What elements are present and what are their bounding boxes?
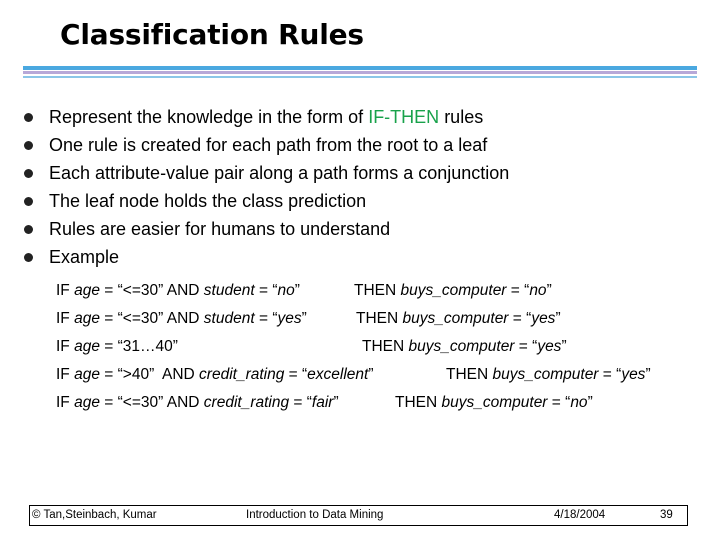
rule-line bbox=[56, 364, 651, 386]
rule-value: excellent bbox=[307, 366, 369, 383]
bullet-dot-icon bbox=[24, 197, 33, 206]
rule-then bbox=[395, 392, 593, 414]
title-underline-bar bbox=[23, 71, 697, 74]
slide-title: Classification Rules bbox=[60, 18, 364, 51]
rule-attr: buys_computer bbox=[492, 366, 599, 383]
title-underline-bar bbox=[23, 76, 697, 78]
bullet-list bbox=[22, 105, 509, 273]
bullet-item bbox=[22, 217, 509, 245]
rule-text: = “>40” AND bbox=[99, 366, 200, 383]
rule-then bbox=[362, 336, 567, 358]
rule-text: = “ bbox=[284, 366, 308, 383]
rule-text: THEN bbox=[356, 310, 403, 327]
rule-text: THEN bbox=[395, 394, 442, 411]
bullet-text: Rules are easier for humans to understand bbox=[49, 219, 391, 239]
rule-text: = “ bbox=[598, 366, 622, 383]
rule-text: ” bbox=[587, 394, 593, 411]
rule-value: yes bbox=[537, 338, 562, 355]
footer-page-number: 39 bbox=[660, 509, 673, 521]
rule-text: IF bbox=[56, 366, 75, 383]
bullet-highlight: IF-THEN bbox=[368, 107, 440, 127]
rule-attr: age bbox=[74, 338, 100, 355]
rule-text: = “ bbox=[508, 310, 532, 327]
rule-line bbox=[56, 308, 561, 330]
rule-text: IF bbox=[56, 394, 75, 411]
rule-text: ” bbox=[333, 394, 339, 411]
footer-course: Introduction to Data Mining bbox=[246, 509, 384, 521]
rule-then bbox=[354, 280, 552, 302]
rule-text: = “ bbox=[506, 282, 530, 299]
rule-value: fair bbox=[311, 394, 334, 411]
rule-then bbox=[446, 364, 651, 386]
rule-text: = “ bbox=[547, 394, 571, 411]
bullet-item bbox=[22, 245, 509, 273]
rule-value: no bbox=[277, 282, 295, 299]
rule-attr: student bbox=[203, 310, 255, 327]
bullet-dot-icon bbox=[24, 225, 33, 234]
rule-text: = “<=30” AND bbox=[99, 310, 204, 327]
rule-attr: age bbox=[74, 282, 100, 299]
rule-text: = “<=30” AND bbox=[99, 394, 204, 411]
rule-attr: buys_computer bbox=[441, 394, 548, 411]
rule-text: ” bbox=[546, 282, 552, 299]
rule-text: = “ bbox=[514, 338, 538, 355]
rule-text: IF bbox=[56, 338, 75, 355]
bullet-text: Each attribute-value pair along a path forms a conjunction bbox=[49, 163, 510, 183]
bullet-text: The leaf node holds the class prediction bbox=[49, 191, 367, 211]
rule-text: IF bbox=[56, 282, 75, 299]
rule-attr: student bbox=[203, 282, 255, 299]
bullet-item bbox=[22, 189, 509, 217]
rule-attr: credit_rating bbox=[203, 394, 290, 411]
rule-attr: buys_computer bbox=[400, 282, 507, 299]
rule-line bbox=[56, 336, 567, 358]
rule-attr: age bbox=[74, 310, 100, 327]
bullet-item bbox=[22, 105, 509, 133]
rule-attr: credit_rating bbox=[199, 366, 285, 383]
bullet-item bbox=[22, 161, 509, 189]
footer-author: © Tan,Steinbach, Kumar bbox=[32, 509, 157, 521]
rule-text: ” bbox=[301, 310, 307, 327]
rule-value: no bbox=[570, 394, 588, 411]
footer-date: 4/18/2004 bbox=[554, 509, 606, 521]
rule-then bbox=[356, 308, 561, 330]
rule-text: ” bbox=[645, 366, 651, 383]
rule-text: THEN bbox=[446, 366, 493, 383]
rule-attr: buys_computer bbox=[408, 338, 515, 355]
rule-text: = “31…40” bbox=[99, 338, 178, 355]
rule-text: = “ bbox=[289, 394, 312, 411]
bullet-dot-icon bbox=[24, 113, 33, 122]
rule-value: yes bbox=[277, 310, 302, 327]
bullet-text: rules bbox=[439, 107, 484, 127]
rule-text: = “<=30” AND bbox=[99, 282, 204, 299]
rule-line bbox=[56, 280, 552, 302]
rule-text: = “ bbox=[254, 282, 278, 299]
bullet-dot-icon bbox=[24, 253, 33, 262]
rule-text: ” bbox=[294, 282, 300, 299]
bullet-text: Represent the knowledge in the form of bbox=[49, 107, 369, 127]
rule-value: yes bbox=[621, 366, 646, 383]
rule-value: no bbox=[529, 282, 547, 299]
rule-attr: age bbox=[74, 394, 100, 411]
bullet-text: One rule is created for each path from the root to a leaf bbox=[49, 135, 488, 155]
bullet-dot-icon bbox=[24, 169, 33, 178]
title-underline-bar bbox=[23, 66, 697, 70]
rule-text: THEN bbox=[362, 338, 409, 355]
rule-text: ” bbox=[368, 366, 374, 383]
bullet-text: Example bbox=[49, 247, 120, 267]
rule-attr: buys_computer bbox=[402, 310, 509, 327]
slide-footer bbox=[29, 505, 688, 526]
rule-text: ” bbox=[555, 310, 561, 327]
rule-text: = “ bbox=[254, 310, 278, 327]
rule-text: IF bbox=[56, 310, 75, 327]
bullet-item bbox=[22, 133, 509, 161]
bullet-dot-icon bbox=[24, 141, 33, 150]
rule-value: yes bbox=[531, 310, 556, 327]
rule-text: ” bbox=[561, 338, 567, 355]
rule-line bbox=[56, 392, 593, 414]
rule-text: THEN bbox=[354, 282, 401, 299]
rule-attr: age bbox=[74, 366, 100, 383]
